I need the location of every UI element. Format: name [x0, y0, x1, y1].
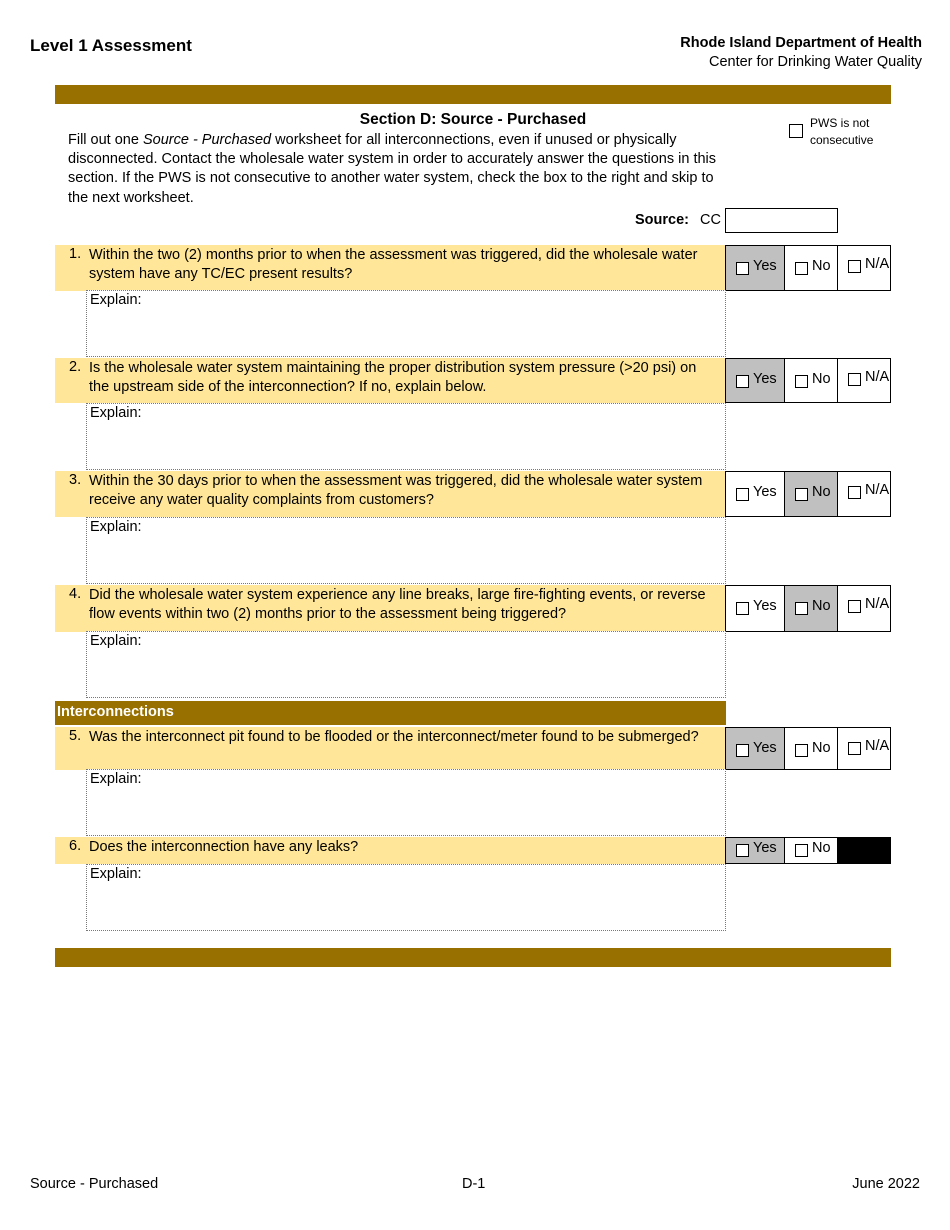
answer-no-checkbox[interactable]	[795, 375, 808, 388]
question-number: 6.	[69, 838, 82, 854]
question-number: 5.	[69, 728, 82, 744]
explain-label: Explain:	[90, 405, 142, 421]
answer-na-checkbox[interactable]	[848, 742, 861, 755]
organization-block	[680, 34, 922, 72]
answer-no-checkbox[interactable]	[795, 488, 808, 501]
answer-yes-label: Yes	[753, 740, 777, 756]
answer-yes-checkbox[interactable]	[736, 488, 749, 501]
answer-na-cell[interactable]	[837, 245, 891, 291]
intro-text-emphasis: Source - Purchased	[142, 132, 272, 148]
question-number: 4.	[69, 586, 82, 602]
bottom-divider-bar	[55, 948, 891, 967]
answer-no-label: No	[812, 840, 831, 856]
source-label: Source:	[635, 212, 689, 228]
explain-label: Explain:	[90, 866, 142, 882]
question-3	[55, 471, 726, 517]
answer-na-checkbox[interactable]	[848, 373, 861, 386]
question-number: 2.	[69, 359, 82, 375]
source-input[interactable]	[725, 208, 838, 233]
question-text: Was the interconnect pit found to be flooded or the interconnect/meter found to be submerged?	[89, 729, 699, 745]
answer-na-label: N/A	[865, 256, 890, 272]
answer-no-cell[interactable]	[784, 358, 838, 403]
answer-no-cell[interactable]	[784, 727, 838, 770]
answer-na-label: N/A	[865, 369, 890, 385]
organization-name: Rhode Island Department of Health	[680, 35, 922, 51]
question-text: Does the interconnection have any leaks?	[89, 839, 359, 855]
answer-no-cell[interactable]	[784, 471, 838, 517]
intro-text-end: worksheet for all interconnections, even if unused or physically disconnected. Contact the wholesale water system in order to accurately answer the questions in this section. If the PWS is not consecutive to another water system, check the box to the right and skip to the next worksheet.	[68, 132, 717, 206]
explain-label: Explain:	[90, 771, 142, 787]
intro-text-start: Fill out one	[68, 132, 143, 148]
answer-no-label: No	[812, 258, 831, 274]
question-text: Within the 30 days prior to when the assessment was triggered, did the wholesale water system receive any water quality complaints from customers?	[89, 473, 703, 509]
answer-yes-cell[interactable]	[725, 585, 785, 632]
pws-not-consecutive-checkbox[interactable]	[789, 124, 803, 138]
question-1	[55, 245, 726, 291]
question-text: Within the two (2) months prior to when the assessment was triggered, did the wholesale water system have any TC/EC present results?	[89, 247, 698, 283]
answer-na-label: N/A	[865, 482, 890, 498]
question-6	[55, 837, 726, 864]
answer-yes-checkbox[interactable]	[736, 844, 749, 857]
question-2	[55, 358, 726, 403]
question-text: Is the wholesale water system maintaining the proper distribution system pressure (>20 psi) on the upstream side of the interconnection? If no, explain below.	[89, 360, 697, 396]
pws-not-consecutive-label	[810, 115, 873, 148]
answer-yes-cell[interactable]	[725, 471, 785, 517]
answer-no-label: No	[812, 740, 831, 756]
explain-field-6[interactable]	[86, 864, 726, 931]
center-name: Center for Drinking Water Quality	[708, 54, 922, 70]
answer-na-label: N/A	[865, 738, 890, 754]
answer-na-cell[interactable]	[837, 471, 891, 517]
answer-yes-cell[interactable]	[725, 358, 785, 403]
answer-na-cell[interactable]	[837, 358, 891, 403]
answer-yes-label: Yes	[753, 258, 777, 274]
answer-yes-checkbox[interactable]	[736, 375, 749, 388]
explain-field-4[interactable]	[86, 631, 726, 698]
question-5	[55, 727, 726, 770]
answer-yes-label: Yes	[753, 840, 777, 856]
question-4	[55, 585, 726, 632]
answer-na-label: N/A	[865, 596, 890, 612]
explain-field-3[interactable]	[86, 517, 726, 584]
answer-cell-disabled	[837, 837, 891, 864]
answer-no-checkbox[interactable]	[795, 744, 808, 757]
pws-label-line-2: consecutive	[810, 132, 874, 147]
answer-no-cell[interactable]	[784, 585, 838, 632]
answer-no-checkbox[interactable]	[795, 844, 808, 857]
explain-label: Explain:	[90, 519, 142, 535]
explain-label: Explain:	[90, 292, 142, 308]
explain-field-5[interactable]	[86, 769, 726, 836]
answer-no-checkbox[interactable]	[795, 262, 808, 275]
answer-yes-label: Yes	[753, 484, 777, 500]
interconnections-heading: Interconnections	[55, 701, 726, 725]
answer-yes-checkbox[interactable]	[736, 602, 749, 615]
explain-field-2[interactable]	[86, 403, 726, 470]
answer-no-cell[interactable]	[784, 245, 838, 291]
source-prefix: CC	[700, 212, 721, 228]
footer-left: Source - Purchased	[30, 1176, 159, 1192]
question-text: Did the wholesale water system experience any line breaks, large fire-fighting events, or reverse flow events within two (2) months prior to the assessment being triggered?	[89, 587, 706, 623]
section-title: Section D: Source - Purchased	[359, 111, 587, 128]
answer-yes-cell[interactable]	[725, 727, 785, 770]
answer-na-checkbox[interactable]	[848, 486, 861, 499]
answer-na-checkbox[interactable]	[848, 260, 861, 273]
answer-yes-cell[interactable]	[725, 837, 785, 864]
answer-na-cell[interactable]	[837, 585, 891, 632]
answer-yes-checkbox[interactable]	[736, 744, 749, 757]
answer-yes-cell[interactable]	[725, 245, 785, 291]
answer-no-label: No	[812, 598, 831, 614]
answer-na-checkbox[interactable]	[848, 600, 861, 613]
explain-label: Explain:	[90, 633, 142, 649]
footer-page-number: D-1	[462, 1176, 486, 1192]
answer-yes-label: Yes	[753, 598, 777, 614]
document-title: Level 1 Assessment	[30, 36, 192, 55]
answer-no-checkbox[interactable]	[795, 602, 808, 615]
answer-no-label: No	[812, 371, 831, 387]
answer-no-cell[interactable]	[784, 837, 838, 864]
top-divider-bar	[55, 85, 891, 104]
pws-label-line-1: PWS is not	[810, 116, 870, 130]
section-intro	[68, 131, 728, 208]
footer-date: June 2022	[852, 1176, 920, 1192]
question-number: 1.	[69, 246, 82, 262]
answer-no-label: No	[812, 484, 831, 500]
answer-yes-checkbox[interactable]	[736, 262, 749, 275]
answer-na-cell[interactable]	[837, 727, 891, 770]
answer-yes-label: Yes	[753, 371, 777, 387]
explain-field-1[interactable]	[86, 290, 726, 357]
question-number: 3.	[69, 472, 82, 488]
